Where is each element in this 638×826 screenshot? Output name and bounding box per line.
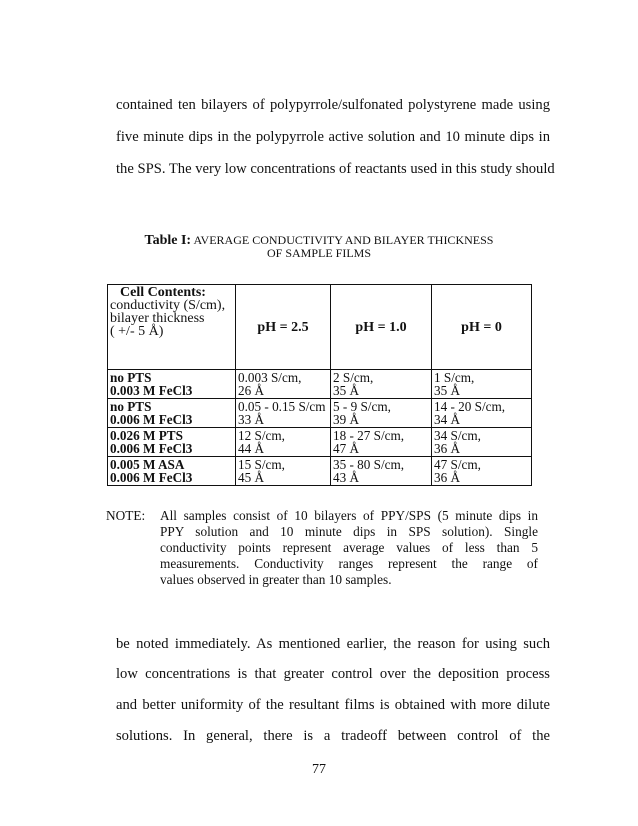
- cell-ph-0: [432, 399, 532, 428]
- text-line: and better uniformity of the resultant films is obtained with more dilute: [116, 697, 550, 713]
- note-line: PPY solution and 10 minute dips in SPS solution). Single: [160, 524, 538, 539]
- header-cell-contents: [108, 285, 236, 370]
- cell-ph-0: [432, 457, 532, 486]
- cell-value: 33 Å: [238, 412, 265, 427]
- cell-value: 18 - 27 S/cm,: [333, 428, 405, 443]
- table-row: [108, 428, 532, 457]
- cell-value: 0.05 - 0.15 S/cm: [238, 399, 326, 414]
- row-contents-line: 0.006 M FeCl3: [110, 441, 193, 456]
- table-caption-line2: OF SAMPLE FILMS: [266, 246, 372, 260]
- row-contents: [108, 370, 236, 399]
- cell-ph-2-5: [236, 428, 331, 457]
- cell-value: 39 Å: [333, 412, 360, 427]
- row-contents: [108, 428, 236, 457]
- cell-value: 34 Å: [434, 412, 461, 427]
- cell-value: 44 Å: [238, 441, 265, 456]
- cell-value: 15 S/cm,: [238, 457, 285, 472]
- row-contents-line: no PTS: [110, 370, 152, 385]
- table-caption-title: AVERAGE CONDUCTIVITY AND BILAYER THICKNESS: [193, 233, 494, 247]
- cell-ph-1-0: [331, 399, 432, 428]
- table-header-row: [108, 285, 532, 370]
- row-contents-line: 0.006 M FeCl3: [110, 412, 193, 427]
- text-line: the SPS. The very low concentrations of reactants used in this study should: [116, 161, 555, 177]
- note-label: NOTE:: [106, 508, 146, 523]
- table-row: [108, 370, 532, 399]
- cell-contents-note: conductivity (S/cm),: [110, 298, 226, 313]
- cell-contents-title: Cell Contents:: [120, 285, 206, 300]
- header-ph-1-0: pH = 1.0: [331, 285, 432, 370]
- cell-value: 35 Å: [333, 383, 360, 398]
- note-line: conductivity points represent average values of less than 5: [160, 540, 538, 555]
- cell-value: 0.003 S/cm,: [238, 370, 302, 385]
- header-ph-0: pH = 0: [432, 285, 532, 370]
- cell-value: 47 S/cm,: [434, 457, 481, 472]
- conductivity-table: [107, 284, 532, 486]
- cell-ph-1-0: [331, 428, 432, 457]
- cell-value: 26 Å: [238, 383, 265, 398]
- cell-value: 14 - 20 S/cm,: [434, 399, 506, 414]
- cell-ph-2-5: [236, 399, 331, 428]
- cell-ph-1-0: [331, 370, 432, 399]
- text-line: five minute dips in the polypyrrole active solution and 10 minute dips in: [116, 129, 550, 145]
- note-line: All samples consist of 10 bilayers of PPY/SPS (5 minute dips in: [160, 508, 538, 523]
- cell-ph-1-0: [331, 457, 432, 486]
- row-contents-line: 0.006 M FeCl3: [110, 470, 193, 485]
- cell-ph-0: [432, 428, 532, 457]
- text-line: be noted immediately. As mentioned earlier, the reason for using such: [116, 636, 550, 652]
- cell-value: 34 S/cm,: [434, 428, 481, 443]
- row-contents: [108, 457, 236, 486]
- row-contents-line: 0.026 M PTS: [110, 428, 183, 443]
- cell-ph-0: [432, 370, 532, 399]
- text-line: solutions. In general, there is a tradeoff between control of the: [116, 728, 550, 744]
- cell-value: 43 Å: [333, 470, 360, 485]
- header-ph-2-5: pH = 2.5: [236, 285, 331, 370]
- row-contents-line: no PTS: [110, 399, 152, 414]
- cell-value: 36 Å: [434, 470, 461, 485]
- note-line: measurements. Conductivity ranges represent the range of: [160, 556, 538, 571]
- table-row: [108, 399, 532, 428]
- cell-value: 45 Å: [238, 470, 265, 485]
- text-line: contained ten bilayers of polypyrrole/sulfonated polystyrene made using: [116, 97, 550, 113]
- cell-value: 47 Å: [333, 441, 360, 456]
- cell-ph-2-5: [236, 457, 331, 486]
- row-contents-line: 0.005 M ASA: [110, 457, 185, 472]
- cell-value: 2 S/cm,: [333, 370, 374, 385]
- note-line: values observed in greater than 10 samples.: [160, 572, 392, 587]
- text-line: low concentrations is that greater control over the deposition process: [116, 666, 550, 682]
- row-contents-line: 0.003 M FeCl3: [110, 383, 193, 398]
- cell-value: 12 S/cm,: [238, 428, 285, 443]
- table-caption-label: Table I:: [144, 233, 192, 248]
- cell-ph-2-5: [236, 370, 331, 399]
- cell-contents-note: bilayer thickness: [110, 311, 205, 326]
- cell-value: 35 Å: [434, 383, 461, 398]
- cell-contents-note: ( +/- 5 Å): [110, 324, 164, 339]
- table-row: [108, 457, 532, 486]
- row-contents: [108, 399, 236, 428]
- cell-value: 5 - 9 S/cm,: [333, 399, 391, 414]
- cell-value: 35 - 80 S/cm,: [333, 457, 405, 472]
- cell-value: 36 Å: [434, 441, 461, 456]
- cell-value: 1 S/cm,: [434, 370, 475, 385]
- page-number: 77: [312, 762, 326, 777]
